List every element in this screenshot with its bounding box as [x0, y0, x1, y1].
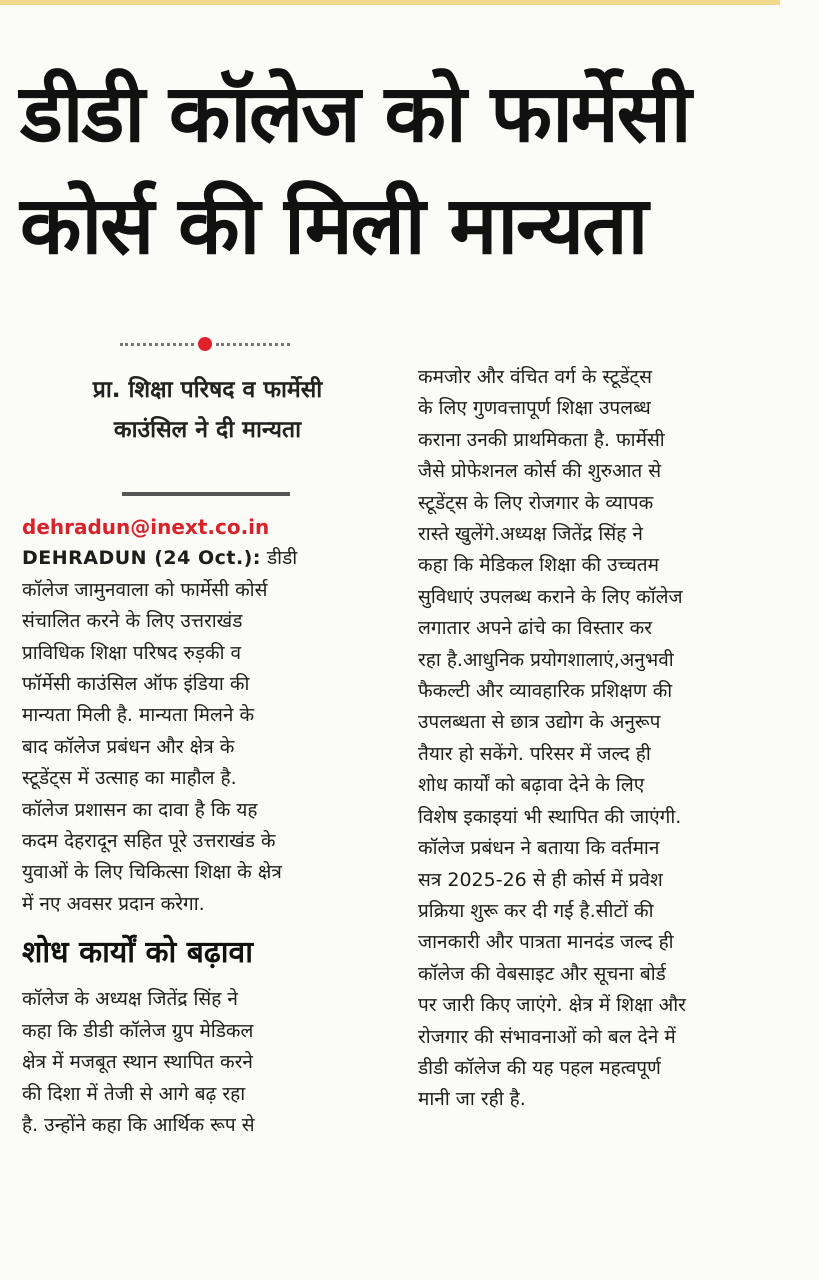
- right-line: तैयार हो सकेंगे. परिसर में जल्द ही: [418, 742, 651, 765]
- headline-line-1: डीडी कॉलेज को फार्मेसी: [20, 67, 690, 160]
- right-line: के लिए गुणवत्तापूर्ण शिक्षा उपलब्ध: [418, 397, 651, 420]
- left-line: मान्यता मिली है. मान्यता मिलने के: [22, 704, 255, 727]
- right-line: फैकल्टी और व्यावहारिक प्रशिक्षण की: [418, 680, 673, 703]
- right-line: जानकारी और पात्रता मानदंड जल्द ही: [418, 931, 674, 954]
- red-dot-icon: [198, 337, 212, 351]
- left-line: स्टूडेंट्स में उत्साह का माहौल है.: [22, 767, 237, 790]
- headline-line-2: कोर्स की मिली मान्यता: [20, 179, 647, 272]
- byline-email: dehradun@inext.co.in: [22, 515, 270, 539]
- left-line: बाद कॉलेज प्रबंधन और क्षेत्र के: [22, 735, 235, 758]
- right-line: कॉलेज प्रबंधन ने बताया कि वर्तमान: [418, 837, 660, 860]
- right-line: उपलब्धता से छात्र उद्योग के अनुरूप: [418, 711, 661, 734]
- left-line: प्राविधिक शिक्षा परिषद रुड़की व: [22, 641, 242, 664]
- section-line: कॉलेज के अध्यक्ष जितेंद्र सिंह ने: [22, 988, 238, 1011]
- subhead-underline: [122, 492, 290, 496]
- dotted-line-left: [120, 343, 194, 346]
- subhead-line-2: काउंसिल ने दी मान्यता: [113, 417, 302, 443]
- right-column: [418, 362, 790, 1116]
- right-line: पर जारी किए जाएंगे. क्षेत्र में शिक्षा और: [418, 994, 686, 1017]
- right-line: लगातार अपने ढांचे का विस्तार कर: [418, 617, 653, 640]
- section-line: क्षेत्र में मजबूत स्थान स्थापित करने: [22, 1051, 253, 1074]
- subheadline: [30, 370, 385, 450]
- left-line: युवाओं के लिए चिकित्सा शिक्षा के क्षेत्र: [22, 861, 282, 884]
- section-line: है. उन्होंने कहा कि आर्थिक रूप से: [22, 1113, 255, 1136]
- right-line: स्टूडेंट्स के लिए रोजगार के व्यापक: [418, 491, 654, 514]
- left-line-0: डीडी: [260, 547, 298, 570]
- left-column: [22, 512, 390, 1141]
- dateline: DEHRADUN (24 Oct.):: [22, 547, 261, 570]
- section-heading: शोध कार्यों को बढ़ावा: [22, 935, 253, 971]
- right-line: कमजोर और वंचित वर्ग के स्टूडेंट्स: [418, 366, 652, 388]
- left-line: में नए अवसर प्रदान करेगा.: [22, 892, 205, 915]
- top-rule: [0, 0, 780, 5]
- left-line: फॉर्मेसी काउंसिल ऑफ इंडिया की: [22, 673, 250, 696]
- dotted-line-right: [216, 343, 290, 346]
- right-line: कॉलेज की वेबसाइट और सूचना बोर्ड: [418, 962, 666, 985]
- left-line: कॉलेज जामुनवाला को फार्मेसी कोर्स: [22, 578, 268, 601]
- headline: [20, 58, 800, 282]
- right-line: मानी जा रही है.: [418, 1088, 526, 1111]
- right-line: प्रक्रिया शुरू कर दी गई है.सीटों की: [418, 899, 654, 922]
- subhead-line-1: प्रा. शिक्षा परिषद व फार्मेसी: [92, 377, 323, 403]
- right-line: रास्ते खुलेंगे.अध्यक्ष जितेंद्र सिंह ने: [418, 523, 643, 546]
- right-line: कराना उनकी प्राथमिकता है. फार्मेसी: [418, 428, 665, 451]
- section-line: कहा कि डीडी कॉलेज ग्रुप मेडिकल: [22, 1019, 254, 1042]
- right-line: डीडी कॉलेज की यह पहल महत्वपूर्ण: [418, 1056, 661, 1079]
- dateline-line: [22, 543, 390, 574]
- right-line: रहा है.आधुनिक प्रयोगशालाएं,अनुभवी: [418, 648, 674, 671]
- right-line: सुविधाएं उपलब्ध कराने के लिए कॉलेज: [418, 585, 683, 608]
- left-line: संचालित करने के लिए उत्तराखंड: [22, 610, 243, 633]
- right-line: विशेष इकाइयां भी स्थापित की जाएंगी.: [418, 805, 682, 828]
- right-line: शोध कार्यों को बढ़ावा देने के लिए: [418, 774, 645, 797]
- left-line: कॉलेज प्रशासन का दावा है कि यह: [22, 798, 258, 821]
- right-line: जैसे प्रोफेशनल कोर्स की शुरुआत से: [418, 460, 662, 483]
- right-line: कहा कि मेडिकल शिक्षा की उच्चतम: [418, 554, 659, 577]
- section-line: की दिशा में तेजी से आगे बढ़ रहा: [22, 1082, 246, 1105]
- right-line: रोजगार की संभावनाओं को बल देने में: [418, 1025, 676, 1048]
- right-line: सत्र 2025-26 से ही कोर्स में प्रवेश: [418, 868, 663, 891]
- subhead-divider: [120, 338, 290, 350]
- left-line: कदम देहरादून सहित पूरे उत्तराखंड के: [22, 830, 276, 853]
